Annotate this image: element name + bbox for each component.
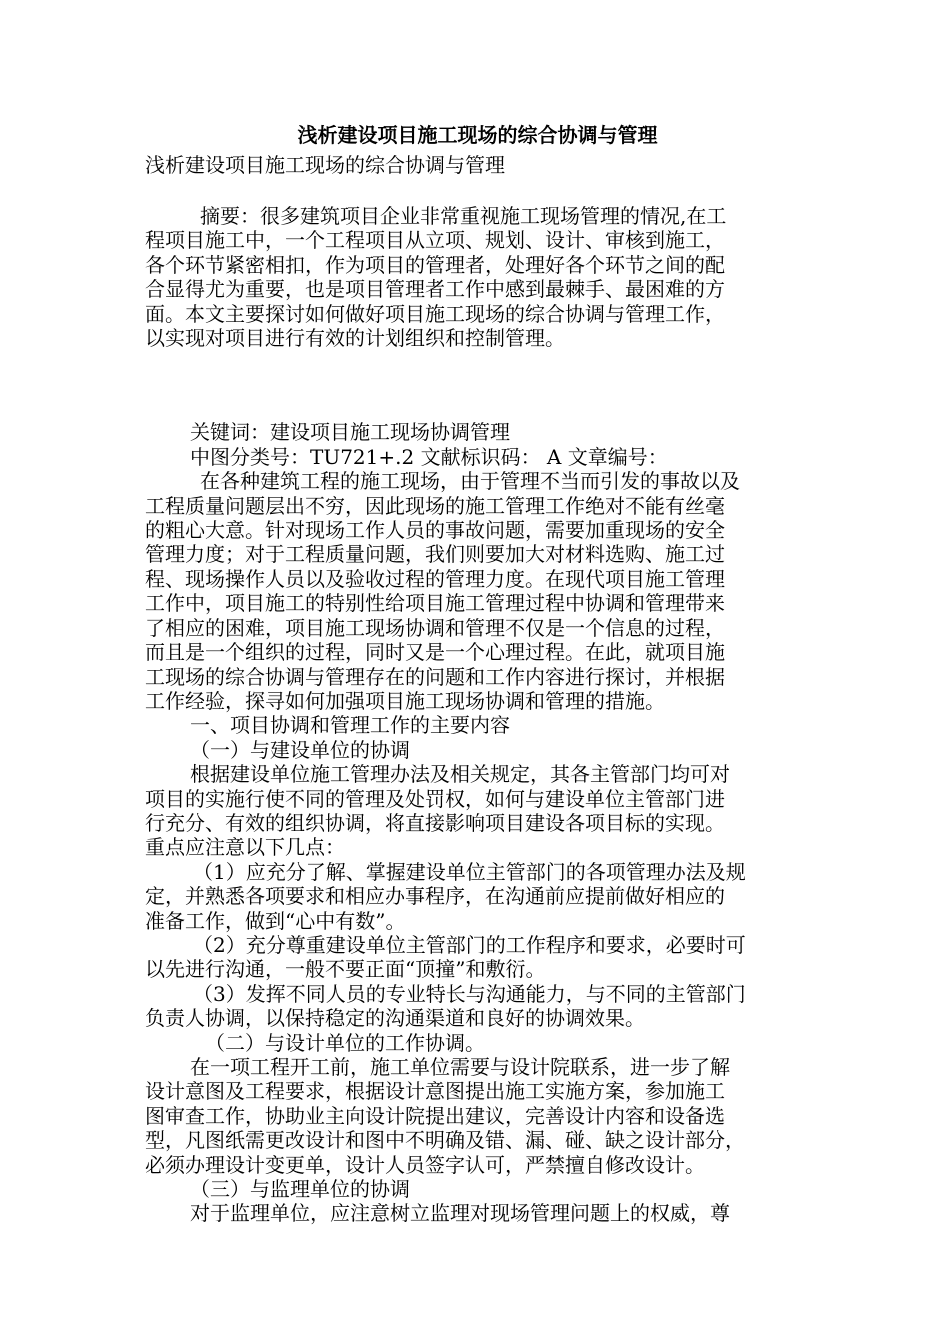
document-page [145,118,810,1226]
spacer [145,178,810,204]
text-line: 面。本文主要探讨如何做好项目施工现场的综合协调与管理工作， [145,301,725,326]
list-item [145,933,810,982]
body-paragraph [145,1201,810,1225]
text-line: 在一项工程开工前，施工单位需要与设计院联系，进一步了解 [190,1055,730,1079]
document-subtitle: 浅析建设项目施工现场的综合协调与管理 [145,153,505,177]
text-line: 设计意图及工程要求，根据设计意图提出施工实施方案，参加施工 [145,1079,725,1104]
keywords-line: 关键词：建设项目施工现场协调管理 [190,420,510,445]
text-line: 的粗心大意。针对现场工作人员的事故问题，需要加重现场的安全 [145,518,725,543]
text-line: 对于监理单位，应注意树立监理对现场管理问题上的权威，尊 [190,1201,730,1226]
text-line: 型，凡图纸需更改设计和图中不明确及错、漏、碰、缺之设计部分， [145,1128,745,1153]
text-line: 管理力度；对于工程质量问题，我们则要加大对材料选购、施工过 [145,542,725,567]
text-line: 负责人协调，以保持稳定的沟通渠道和良好的协调效果。 [145,1006,645,1031]
text-line: 工程质量问题层出不穷，因此现场的施工管理工作绝对不能有丝毫 [145,493,725,518]
text-line: 工作中，项目施工的特别性给项目施工管理过程中协调和管理带来 [145,591,725,616]
text-line: 摘要：很多建筑项目企业非常重视施工现场管理的情况,在工 [200,204,727,228]
text-line: 各个环节紧密相扣，作为项目的管理者，处理好各个环节之间的配 [145,252,725,277]
subsection-heading: （二）与设计单位的工作协调。 [205,1030,485,1055]
text-line: （2）充分尊重建设单位主管部门的工作程序和要求，必要时可 [193,932,746,957]
list-item [145,982,810,1031]
text-line: 项目的实施行使不同的管理及处罚权，如何与建设单位主管部门进 [145,786,725,811]
section-heading: 一、项目协调和管理工作的主要内容 [190,713,510,738]
spacer [145,350,810,420]
text-line: 根据建设单位施工管理办法及相关规定，其各主管部门均可对 [190,762,730,787]
text-line: 工现场的综合协调与管理存在的问题和工作内容进行探讨，并根据 [145,664,725,689]
text-line: 在各种建筑工程的施工现场，由于管理不当而引发的事故以及 [200,469,740,494]
text-line: 准备工作，做到“心中有数”。 [145,908,406,933]
text-line: 定，并熟悉各项要求和相应办事程序，在沟通前应提前做好相应的 [145,884,725,909]
text-line: 了相应的困难，项目施工现场协调和管理不仅是一个信息的过程， [145,615,725,640]
text-line: 图审查工作，协助业主向设计院提出建议，完善设计内容和设备选 [145,1103,725,1128]
text-line: 而且是一个组织的过程，同时又是一个心理过程。在此，就项目施 [145,640,725,665]
classification-line: 中图分类号：TU721+.2 文献标识码： A 文章编号： [190,444,668,469]
text-line: （3）发挥不同人员的专业特长与沟通能力，与不同的主管部门 [193,981,746,1006]
text-line: 行充分、有效的组织协调，将直接影响项目建设各项目标的实现。 [145,810,725,835]
text-line: 以实现对项目进行有效的计划组织和控制管理。 [145,326,565,351]
text-line: 程、现场操作人员以及验收过程的管理力度。在现代项目施工管理 [145,566,725,591]
text-line: 工作经验，探寻如何加强项目施工现场协调和管理的措施。 [145,688,665,713]
body-paragraph [145,762,810,860]
text-line: 程项目施工中，一个工程项目从立项、规划、设计、审核到施工， [145,228,725,253]
text-line: 必须办理设计变更单，设计人员签字认可，严禁擅自修改设计。 [145,1152,705,1177]
document-title: 浅析建设项目施工现场的综合协调与管理 [297,123,658,147]
text-line: 重点应注意以下几点： [145,835,345,860]
subsection-heading: （三）与监理单位的协调 [190,1177,410,1202]
text-line: 合显得尤为重要，也是项目管理者工作中感到最棘手、最困难的方 [145,277,725,302]
body-paragraph [145,1055,810,1177]
subsection-heading: （一）与建设单位的协调 [190,737,410,762]
text-line: 以先进行沟通，一般不要正面“顶撞”和敷衍。 [145,957,546,982]
intro-paragraph [145,469,810,713]
text-line: （1）应充分了解、掌握建设单位主管部门的各项管理办法及规 [193,859,746,884]
list-item [145,860,810,933]
abstract-paragraph [145,204,810,350]
